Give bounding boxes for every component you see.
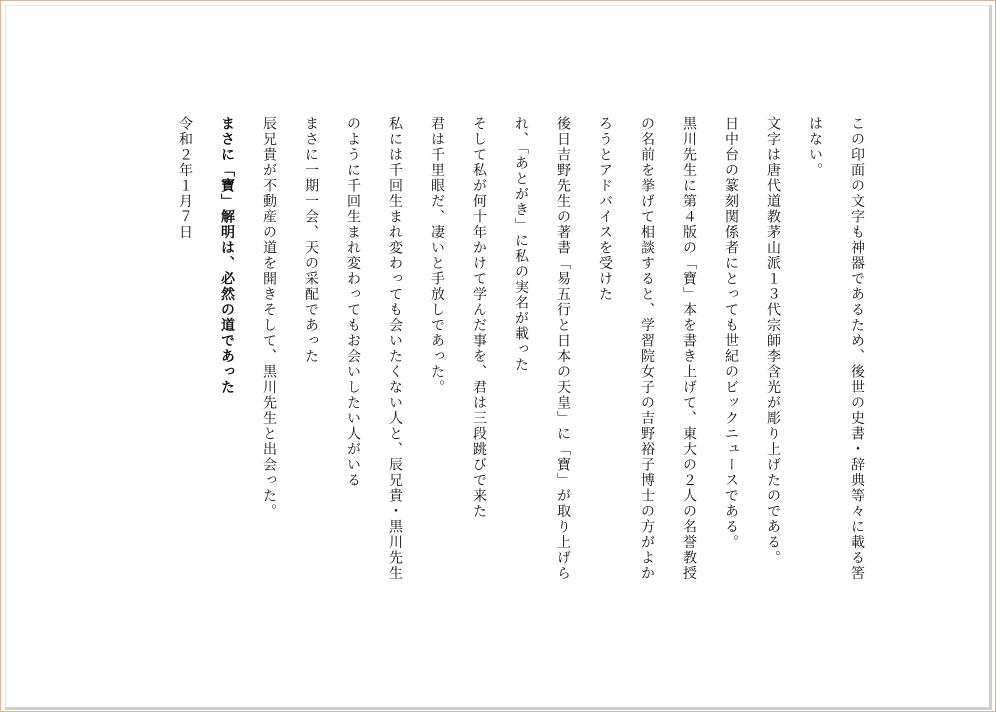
- text-column-5: 黒川先生に第４版の「寶」本を書き上げて、東大の２人の名誉教授: [681, 116, 697, 581]
- date-line: 令和２年１月７日: [177, 116, 193, 240]
- text-column-1: この印面の文字も神器であるため、後世の史書・辞典等々に載る筈: [849, 116, 865, 581]
- text-column-10: そして私が何十年かけて学んだ事を、君は三段跳びで来た: [471, 116, 487, 519]
- text-column-12: 私には千回生まれ変わっても会いたくない人と、辰兄貴・黒川先生: [387, 116, 403, 581]
- text-column-14: まさに一期一会、天の采配であった: [303, 116, 319, 364]
- text-column-2: はない。: [807, 116, 823, 178]
- text-column-11: 君は千里眼だ、凄いと手放しであった。: [429, 116, 445, 395]
- text-column-15: 辰兄貴が不動産の道を開きそして、黒川先生と出会った。: [261, 116, 277, 519]
- text-column-9: れ、「あとがき」に私の実名が載った: [513, 116, 529, 373]
- text-column-13: のように千回生まれ変わってもお会いしたい人がいる: [345, 116, 361, 488]
- text-column-16-emphasis: まさに「寶」解明は、必然の道であった: [219, 116, 235, 395]
- text-column-7: ろうとアドバイスを受けた: [597, 116, 613, 302]
- document-page: [5, 5, 992, 710]
- text-column-6: の名前を挙げて相談すると、学習院女子の吉野裕子博士の方がよか: [639, 116, 655, 581]
- text-column-8: 後日吉野先生の著書「易五行と日本の天皇」に「寶」が取り上げら: [555, 116, 571, 581]
- text-column-4: 日中台の篆刻関係者にとっても世紀のビックニュースである。: [723, 116, 739, 550]
- text-column-3: 文字は唐代道教茅山派１３代宗師李含光が彫り上げたのである。: [765, 116, 781, 566]
